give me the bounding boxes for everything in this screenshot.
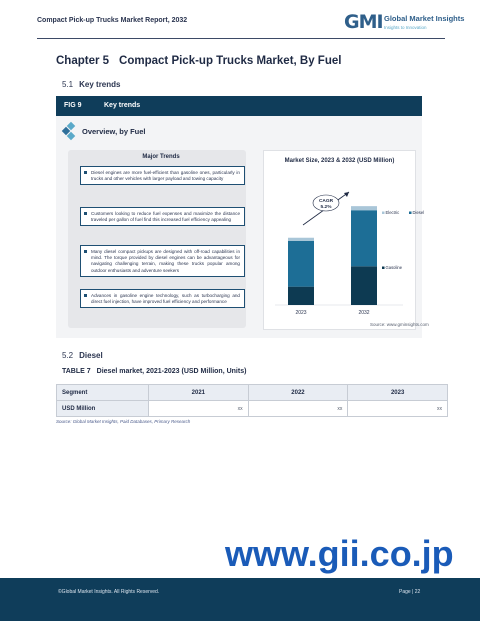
column-header: Segment — [57, 385, 149, 401]
logo-name: Global Market Insights — [384, 14, 465, 23]
section-title: Key trends — [79, 80, 121, 89]
bar-segment-diesel — [351, 210, 377, 266]
trend-item — [80, 289, 245, 308]
x-tick-label: 2023 — [295, 310, 307, 316]
figure-title: Key trends — [104, 102, 141, 109]
column-header: 2021 — [149, 385, 249, 401]
table-title: Diesel market, 2021-2023 (USD Million, Units) — [96, 368, 247, 375]
header-divider — [37, 38, 445, 39]
trend-item — [80, 245, 245, 277]
section-heading-key-trends — [62, 80, 120, 89]
watermark: www.gii.co.jp — [225, 533, 454, 574]
trend-item — [80, 166, 245, 185]
legend-swatch — [382, 267, 385, 270]
table-cell: xx — [248, 401, 348, 417]
bar-segment-electric — [351, 206, 377, 210]
figure-label: FIG 9 — [64, 102, 82, 109]
chapter-heading — [56, 55, 341, 67]
row-label: USD Million — [57, 401, 149, 417]
gmi-logo — [344, 11, 465, 35]
logo-tagline: Insights to Innovation — [384, 25, 427, 30]
report-title: Compact Pick-up Trucks Market Report, 2032 — [37, 17, 188, 24]
bar-segment-electric — [288, 238, 314, 241]
section-heading-diesel — [62, 351, 103, 360]
trend-text: Many diesel compact pickups are designed with off-road capabilities in mind. The torque provided by diesel engines can be advantageous for navigating challenging terrain, making these trucks popular among outdoor enthusiasts and adventure seekers — [91, 249, 240, 273]
legend-label: Diesel — [412, 210, 425, 215]
table-cell: xx — [348, 401, 448, 417]
section-number: 5.1 — [62, 80, 74, 89]
cagr-label: CAGR — [318, 199, 334, 204]
page-number: Page | 22 — [399, 589, 421, 595]
column-header: 2022 — [248, 385, 348, 401]
trend-text: Advances in gasoline engine technology, such as turbocharging and direct fuel injection, have improved fuel efficiency and performance — [91, 293, 240, 305]
chapter-title: Compact Pick-up Trucks Market, By Fuel — [119, 55, 342, 67]
table-label: TABLE 7 — [62, 368, 91, 375]
x-tick-label: 2032 — [358, 310, 370, 316]
diamond-cluster-icon — [62, 122, 80, 140]
table-cell: xx — [149, 401, 249, 417]
trend-text: Customers looking to reduce fuel expenses and maximize the distance traveled per gallon of fuel find this increased fuel efficiency appealing — [91, 211, 240, 223]
market-size-chart — [263, 150, 425, 330]
trend-item — [80, 207, 245, 226]
table-header-row — [57, 385, 448, 401]
overview-title: Overview, by Fuel — [82, 127, 146, 136]
table-caption — [62, 368, 246, 375]
table-source: Source: Global Market Insights, Paid Databases, Primary Research — [56, 419, 191, 424]
logo-mark: GMI — [344, 11, 383, 33]
chapter-number: Chapter 5 — [56, 55, 110, 67]
bullet-icon — [84, 250, 87, 253]
copyright-text: ©Global Market Insights. All Rights Reserved. — [58, 589, 160, 595]
cagr-value: 5.2% — [320, 205, 332, 210]
table-row — [57, 401, 448, 417]
major-trends-title: Major Trends — [142, 154, 180, 160]
legend-swatch — [382, 212, 385, 215]
trend-text: Diesel engines are more fuel-efficient than gasoline ones, particularly in trucks and other vehicles with larger payload and towing capacity — [91, 170, 240, 182]
bar-segment-diesel — [288, 241, 314, 287]
bar-segment-gasoline — [288, 287, 314, 305]
column-header: 2023 — [348, 385, 448, 401]
bullet-icon — [84, 171, 87, 174]
arrow-head-icon — [344, 192, 349, 197]
footer-bar — [0, 578, 480, 621]
figure-header-bar — [56, 96, 422, 116]
chart-title: Market Size, 2023 & 2032 (USD Million) — [284, 158, 395, 164]
legend-swatch — [409, 212, 412, 215]
section-number: 5.2 — [62, 351, 74, 360]
legend-label: Electric — [385, 210, 400, 215]
section-title: Diesel — [79, 351, 103, 360]
diesel-market-table — [56, 384, 448, 417]
figure-source: Source: www.gminsights.com — [370, 322, 429, 327]
bullet-icon — [84, 212, 87, 215]
bullet-icon — [84, 294, 87, 297]
bar-segment-gasoline — [351, 266, 377, 305]
legend-label: Gasoline — [385, 265, 403, 270]
